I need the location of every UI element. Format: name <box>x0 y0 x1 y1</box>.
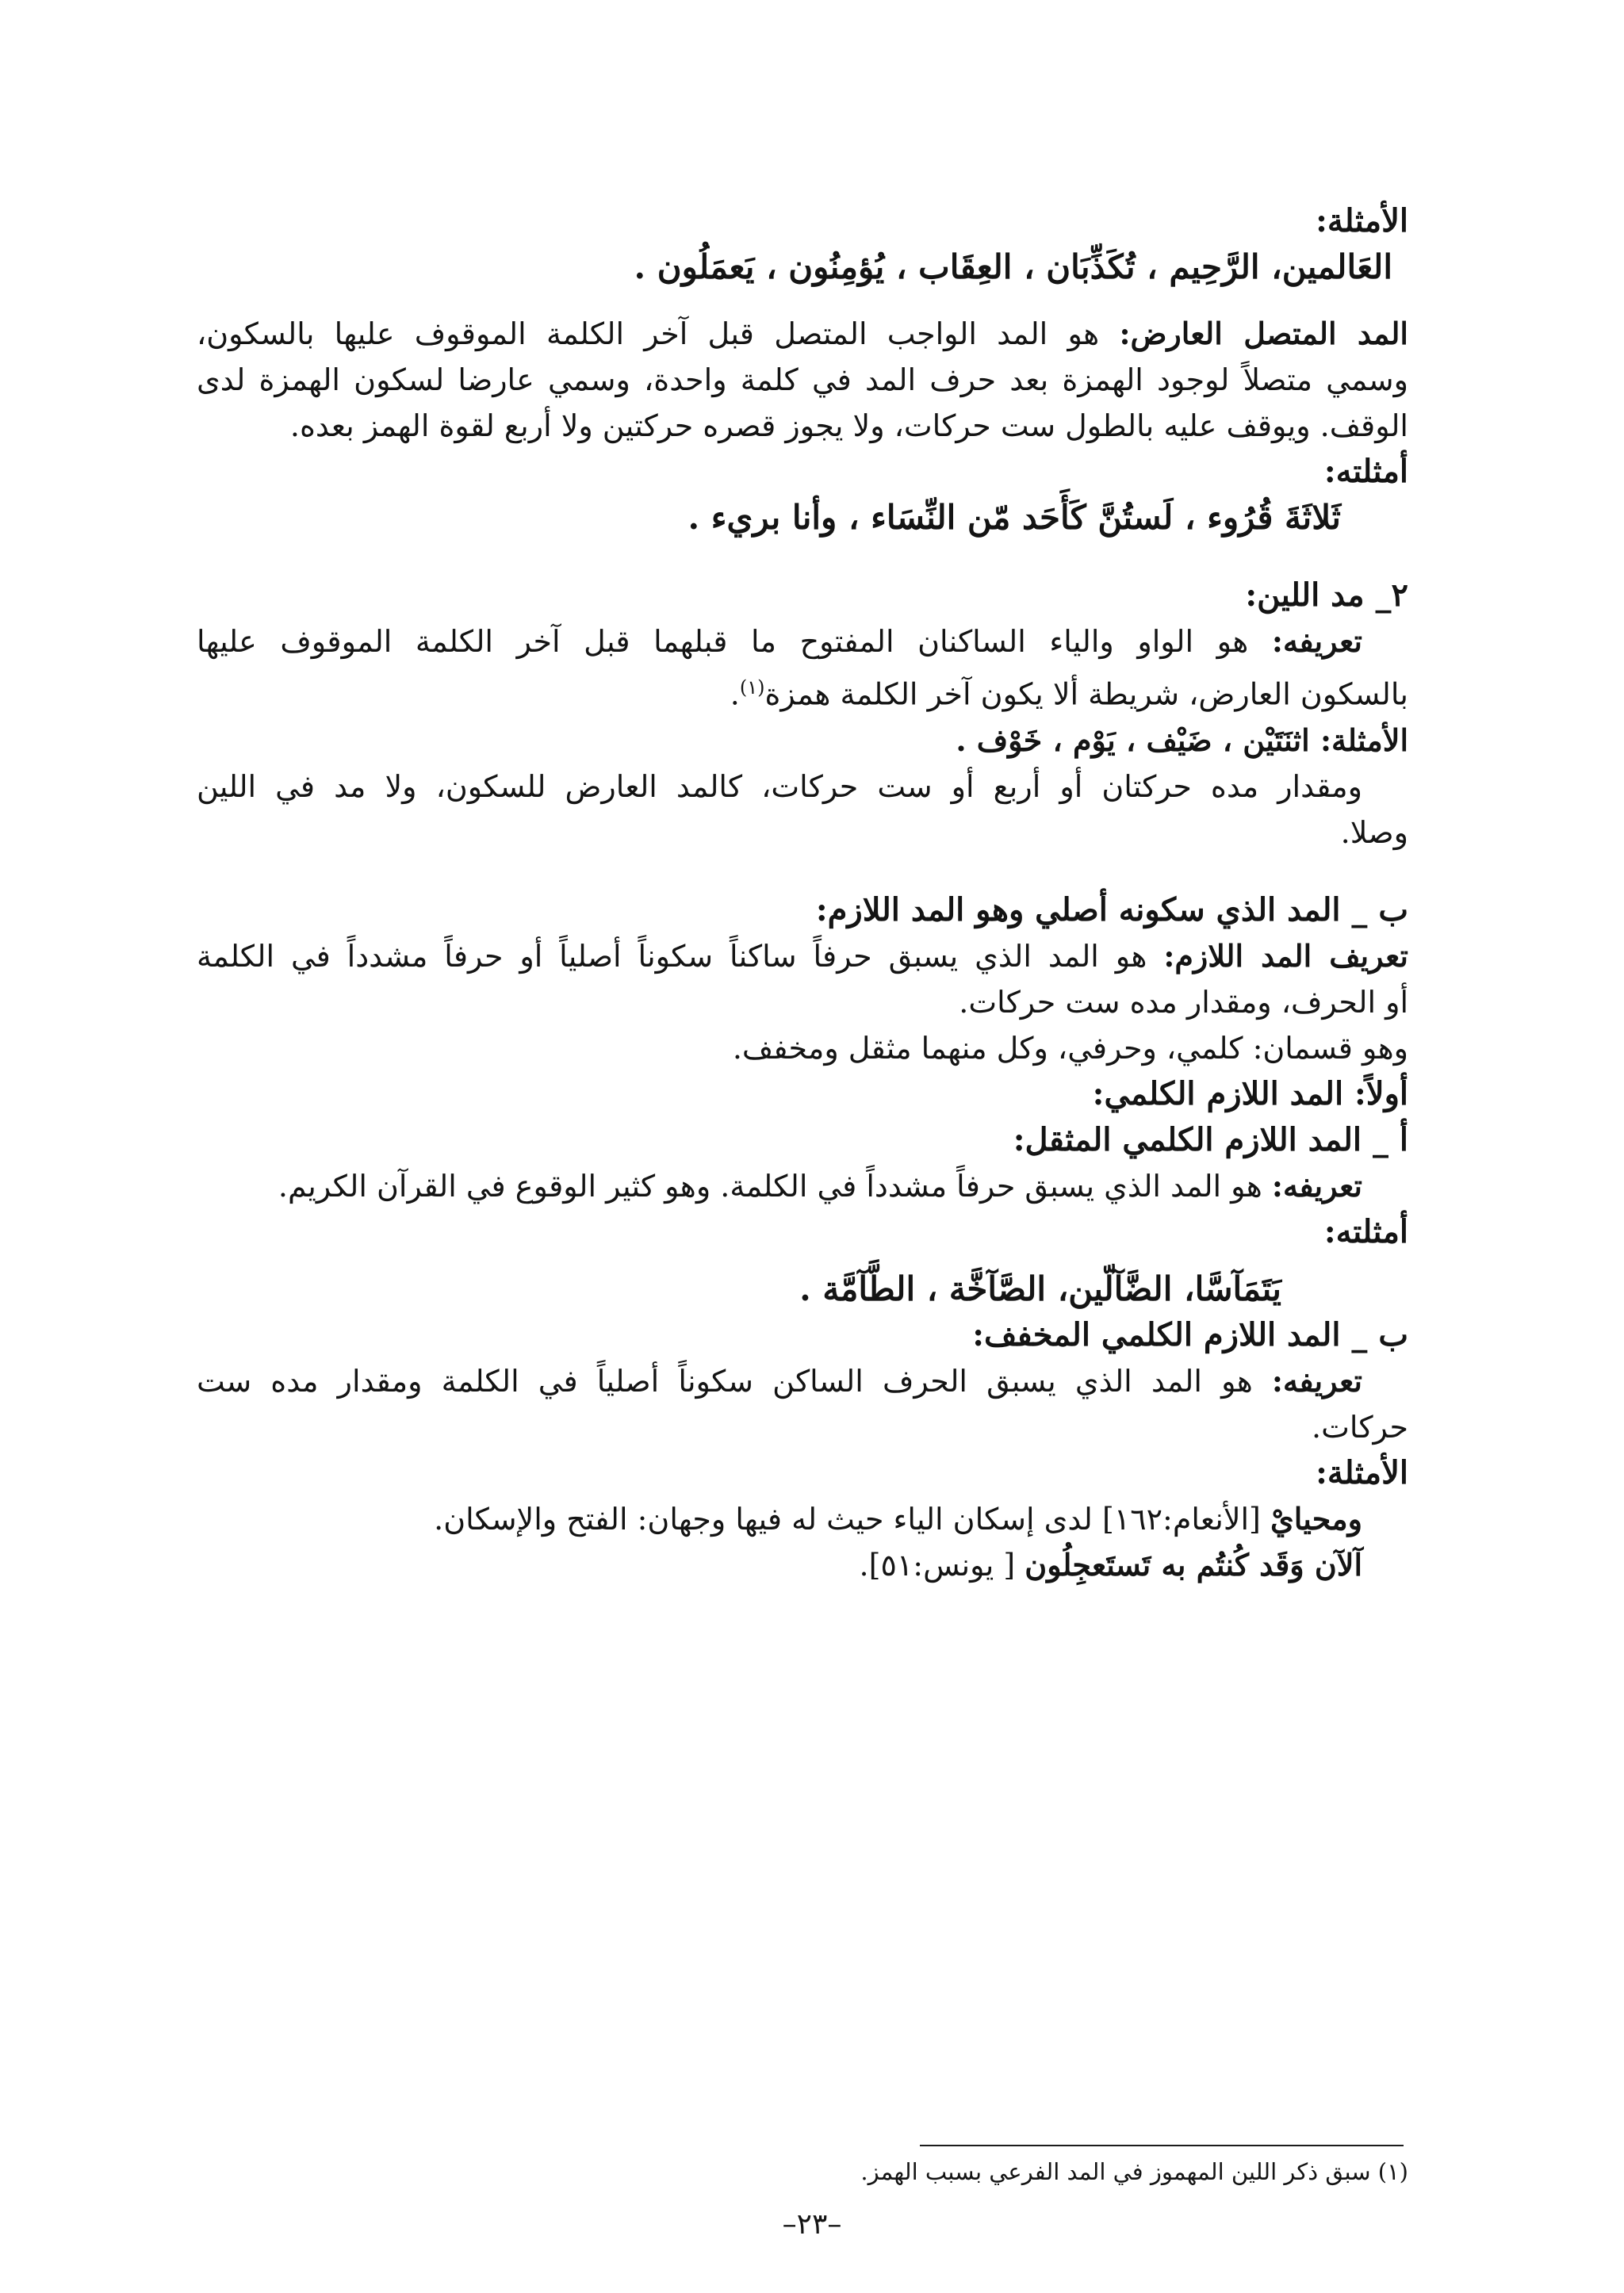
paragraph-line: الوقف. ويوقف عليه بالطول ست حركات، ولا يجوز قصره حركتين ولا أربع لقوة الهمز بعده. <box>289 408 1408 443</box>
examples-line <box>197 1542 1408 1588</box>
paragraph-text: [ يونس:٥١]. <box>859 1547 1025 1583</box>
term-label: تعريفه: <box>1271 1167 1362 1204</box>
page-number: –٢٣– <box>782 2208 842 2241</box>
examples-line <box>197 718 1408 764</box>
examples-heading: الأمثلة: <box>1316 1453 1408 1491</box>
paragraph-text: هو المد الذي يسبق حرفاً مشدداً في الكلمة. وهو كثير الوقوع في القرآن الكريم. <box>278 1168 1272 1204</box>
example-word: ومحيايْ <box>1270 1500 1362 1537</box>
paragraph-text: بالسكون العارض، شريطة ألا يكون آخر الكلمة همزة <box>764 676 1408 712</box>
examples-line: يَتَمَآسَّا، الضَّآلّين، الصَّآخَّة ، الطَّآمَّة . <box>799 1269 1281 1308</box>
paragraph-line <box>197 933 1408 979</box>
footnote: (١) سبق ذكر اللين المهموز في المد الفرعي بسبب الهمز. <box>860 2158 1408 2185</box>
paragraph-line <box>197 618 1408 664</box>
subsection-heading: ب _ المد اللازم الكلمي المخفف: <box>972 1315 1408 1353</box>
examples-line <box>197 1496 1408 1542</box>
footnote-reference[interactable]: (١) <box>739 676 765 699</box>
example-word: آلآن وَقَد كُنتُم به تَستَعجِلُون <box>1025 1546 1362 1583</box>
examples-line: ثَلاثَةَ قُرُوء ، لَستُنَّ كَأَحَد مّن النِّسَاء ، وأنا بريء . <box>688 498 1341 537</box>
examples-text: اثنَتَيْن ، ضَيْف ، يَوْم ، خَوْف . <box>956 722 1320 758</box>
paragraph-text: . <box>730 676 740 712</box>
term-label: تعريفه: <box>1271 623 1362 659</box>
paragraph-text: هو المد الواجب المتصل قبل آخر الكلمة الموقوف عليها بالسكون، <box>197 316 1120 351</box>
subsection-heading: أولاً: المد اللازم الكلمي: <box>1092 1074 1408 1112</box>
paragraph-text: [الأنعام:١٦٢] لدى إسكان الياء حيث له فيها وجهان: الفتح والإسكان. <box>434 1501 1270 1537</box>
paragraph-line: أو الحرف، ومقدار مده ست حركات. <box>959 984 1408 1020</box>
paragraph-text: هو الواو والياء الساكنان المفتوح ما قبلهما قبل آخر الكلمة الموقوف عليها <box>197 624 1272 659</box>
paragraph-line: ومقدار مده حركتان أو أربع أو ست حركات، كالمد العارض للسكون، ولا مد في اللين <box>197 768 1362 804</box>
paragraph-line: وهو قسمان: كلمي، وحرفي، وكل منهما مثقل ومخفف. <box>732 1030 1408 1066</box>
paragraph-line <box>197 1163 1408 1209</box>
examples-line: العَالمين، الرَّحِيم ، تُكَذِّبَان ، العِقَاب ، يُؤمِنُون ، يَعمَلُون . <box>634 247 1392 286</box>
term-label: الأمثلة: <box>1320 722 1408 758</box>
term-label: المد المتصل العارض: <box>1119 316 1408 351</box>
paragraph-line: وسمي متصلاً لوجود الهمزة بعد حرف المد في كلمة واحدة، وسمي عارضا لسكون الهمزة لدى <box>197 362 1408 397</box>
examples-heading: أمثلته: <box>1323 1212 1408 1250</box>
paragraph-text: هو المد الذي يسبق حرفاً ساكناً سكوناً أصلياً أو حرفاً مشدداً في الكلمة <box>197 938 1164 974</box>
section-heading: ب _ المد الذي سكونه أصلي وهو المد اللازم: <box>815 890 1408 928</box>
section-heading: ٢_ مد اللين: <box>1245 576 1408 614</box>
examples-heading: الأمثلة: <box>1316 202 1408 239</box>
paragraph-line <box>197 664 1408 718</box>
page-body <box>197 198 1408 1588</box>
term-label: تعريفه: <box>1271 1362 1362 1399</box>
paragraph-line: وصلا. <box>1340 814 1408 850</box>
subsection-heading: أ _ المد اللازم الكلمي المثقل: <box>1013 1120 1408 1158</box>
footnote-divider <box>920 2145 1404 2146</box>
term-label: تعريف المد اللازم: <box>1163 937 1408 974</box>
examples-heading: أمثلته: <box>1323 453 1408 490</box>
paragraph-line <box>197 311 1408 357</box>
paragraph-text: هو المد الذي يسبق الحرف الساكن سكوناً أصلياً في الكلمة ومقدار مده ست <box>197 1363 1272 1399</box>
paragraph-line: حركات. <box>1312 1409 1408 1445</box>
paragraph-line <box>197 1358 1408 1404</box>
